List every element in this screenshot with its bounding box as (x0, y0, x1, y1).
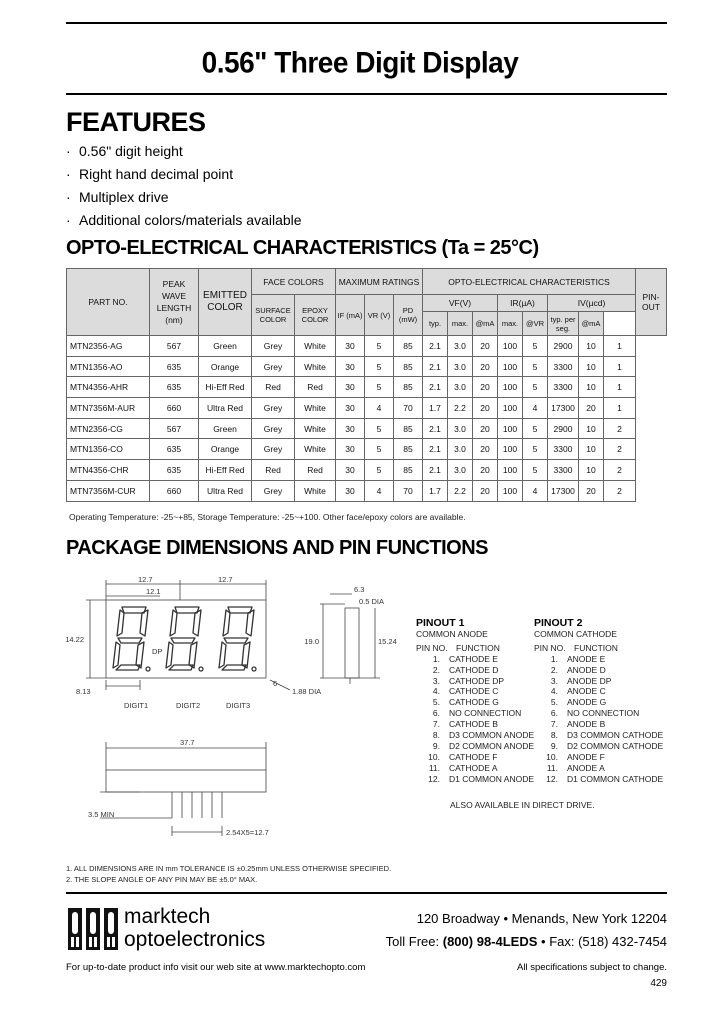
pin-number: 12. (546, 773, 558, 784)
spec-cell: 660 (150, 480, 199, 501)
pin-function: D1 COMMON CATHODE (567, 773, 664, 784)
th-if: IF (mA) (336, 295, 365, 336)
feature-item: · Multiplex drive (66, 186, 302, 209)
spec-cell: 17300 (548, 480, 579, 501)
dim-t1: 6.3 (354, 585, 365, 594)
pin-function: D2 COMMON ANODE (449, 740, 535, 751)
spec-cell: Ultra Red (199, 480, 252, 501)
spec-cell: 30 (336, 418, 365, 439)
pinout1-row (416, 686, 534, 697)
th-opto-char: OPTO-ELECTRICAL CHARACTERISTICS (423, 269, 636, 295)
spec-cell: 20 (473, 336, 498, 357)
pin-number: 10. (428, 751, 440, 762)
pin-function: CATHODE DP (449, 675, 505, 686)
operating-note: Operating Temperature: -25~+85, Storage Temperature: -25~+100. Other face/epoxy colors are available. (69, 512, 466, 522)
pin-function: ANODE F (567, 751, 605, 762)
spec-cell: 100 (498, 377, 523, 398)
spec-cell: 5 (523, 418, 548, 439)
spec-cell: 10 (579, 439, 604, 460)
spec-cell: Red (295, 377, 336, 398)
dimension-note-2: 2. THE SLOPE ANGLE OF ANY PIN MAY BE ±5.0° MAX. (66, 875, 258, 884)
spec-cell: 85 (394, 418, 423, 439)
spec-cell: 2 (604, 460, 636, 481)
spec-cell: 30 (336, 460, 365, 481)
feature-item: · Right hand decimal point (66, 163, 302, 186)
pinout2-row (534, 654, 670, 665)
spec-cell: 20 (473, 356, 498, 377)
pinout2-row (534, 719, 670, 730)
pinout1-title: PINOUT 1 (416, 617, 465, 629)
pinout2-col-pin: PIN NO. (534, 642, 566, 653)
pinout2-row (534, 676, 670, 687)
part-number-cell: MTN7356M-CUR (67, 480, 150, 501)
spec-cell: Grey (252, 336, 295, 357)
pinout1-row (416, 774, 534, 785)
part-number-cell: MTN1356-CO (67, 439, 150, 460)
opto-heading: OPTO-ELECTRICAL CHARACTERISTICS (Ta = 25°C) (66, 237, 539, 259)
package-drawing (60, 570, 410, 855)
spec-cell: 30 (336, 356, 365, 377)
spec-cell: 100 (498, 356, 523, 377)
th-ir-max: max. (498, 312, 523, 336)
pinout2-row (534, 741, 670, 752)
pinout2-title: PINOUT 2 (534, 617, 583, 629)
spec-cell: 3.0 (448, 439, 473, 460)
spec-cell: Hi-Eff Red (199, 377, 252, 398)
spec-cell: 1 (604, 398, 636, 419)
spec-cell: 17300 (548, 398, 579, 419)
spec-cell: 2 (604, 480, 636, 501)
dim-h1: 14.22 (65, 635, 84, 644)
spec-cell: Orange (199, 439, 252, 460)
th-pin-out: PIN-OUT (636, 269, 667, 336)
spec-cell: 2 (604, 418, 636, 439)
spec-cell: 100 (498, 460, 523, 481)
spec-cell: 567 (150, 336, 199, 357)
spec-cell: 3.0 (448, 377, 473, 398)
spec-cell: 10 (579, 356, 604, 377)
spec-cell: 1.7 (423, 398, 448, 419)
spec-cell: Red (252, 377, 295, 398)
pinout2-type: COMMON CATHODE (534, 628, 617, 639)
th-vf-typ: typ. (423, 312, 448, 336)
pin-function: ANODE D (567, 664, 606, 675)
th-emitted-color: EMITTED COLOR (199, 269, 252, 336)
spec-cell: 20 (473, 439, 498, 460)
spec-row (67, 418, 667, 439)
spec-cell: 2.1 (423, 336, 448, 357)
pin-function: D1 COMMON ANODE (449, 773, 535, 784)
spec-cell: 100 (498, 398, 523, 419)
part-number-cell: MTN1356-AO (67, 356, 150, 377)
spec-cell: 2900 (548, 336, 579, 357)
spec-cell: White (295, 439, 336, 460)
part-number-cell: MTN7356M-AUR (67, 398, 150, 419)
dim-lead: 3.5 MIN (88, 810, 115, 819)
spec-cell: 10 (579, 460, 604, 481)
pin-number: 9. (432, 740, 440, 751)
spec-cell: 3.0 (448, 356, 473, 377)
company-name-2: optoelectronics (124, 928, 266, 951)
pin-number: 5. (550, 697, 558, 708)
pin-number: 5. (432, 697, 440, 708)
digit3-label: DIGIT3 (226, 701, 251, 710)
pin-function: CATHODE B (449, 719, 498, 730)
pin-number: 6. (550, 708, 558, 719)
spec-cell: 3.0 (448, 336, 473, 357)
pinout-2 (534, 618, 670, 785)
spec-cell: 30 (336, 480, 365, 501)
spec-cell: 1 (604, 356, 636, 377)
pin-function: ANODE DP (567, 675, 612, 686)
pinout1-type: COMMON ANODE (416, 628, 488, 639)
spec-row (67, 356, 667, 377)
spec-table-body (67, 336, 667, 502)
spec-cell: 30 (336, 439, 365, 460)
pinout1-row (416, 697, 534, 708)
pinout1-row (416, 741, 534, 752)
spec-cell: White (295, 398, 336, 419)
spec-row (67, 480, 667, 501)
pinout2-row (534, 752, 670, 763)
spec-cell: 70 (394, 480, 423, 501)
spec-row (67, 398, 667, 419)
spec-row (67, 439, 667, 460)
spec-cell: 1 (604, 336, 636, 357)
dim-total: 37.7 (180, 738, 195, 747)
spec-cell: Green (199, 418, 252, 439)
th-pd: PD (mW) (394, 295, 423, 336)
spec-cell: 5 (365, 439, 394, 460)
spec-cell: 30 (336, 377, 365, 398)
footer-rule (66, 892, 667, 894)
dim-h3: 15.24 (378, 637, 397, 646)
pin-number: 9. (550, 740, 558, 751)
spec-cell: 20 (473, 398, 498, 419)
page-number: 429 (650, 978, 667, 989)
pin-function: D3 COMMON CATHODE (567, 730, 664, 741)
spec-cell: 660 (150, 398, 199, 419)
spec-cell: White (295, 336, 336, 357)
spec-cell: 635 (150, 356, 199, 377)
tollfree-number: (800) 98-4LEDS (442, 934, 538, 949)
pinout2-rows (534, 654, 670, 785)
pinout2-row (534, 774, 670, 785)
pin-number: 2. (432, 664, 440, 675)
spec-cell: 20 (473, 377, 498, 398)
pinout1-col-func: FUNCTION (456, 642, 500, 653)
direct-drive-note: ALSO AVAILABLE IN DIRECT DRIVE. (450, 800, 595, 810)
th-iv-typ: typ. per seg. (548, 312, 579, 336)
display-outline (106, 600, 266, 678)
feature-item: · 0.56" digit height (66, 140, 302, 163)
pin-number: 4. (550, 686, 558, 697)
spec-cell: 20 (473, 460, 498, 481)
spec-cell: 5 (365, 460, 394, 481)
pin-function: CATHODE C (449, 686, 499, 697)
spec-cell: Hi-Eff Red (199, 460, 252, 481)
spec-cell: 1.7 (423, 480, 448, 501)
spec-cell: 3300 (548, 439, 579, 460)
digit-1 (113, 607, 150, 671)
pinout1-row (416, 654, 534, 665)
spec-cell: 3300 (548, 356, 579, 377)
spec-cell: 5 (523, 377, 548, 398)
spec-cell: 10 (579, 336, 604, 357)
pinout2-row (534, 665, 670, 676)
package-heading: PACKAGE DIMENSIONS AND PIN FUNCTIONS (66, 537, 489, 559)
pin-number: 11. (546, 762, 558, 773)
spec-cell: 635 (150, 377, 199, 398)
pin-number: 8. (550, 730, 558, 741)
pin-function: ANODE C (567, 686, 606, 697)
spec-cell: 10 (579, 418, 604, 439)
spec-cell: 2.1 (423, 377, 448, 398)
spec-cell: 5 (365, 418, 394, 439)
pin-function: ANODE B (567, 719, 606, 730)
th-vf-max: max. (448, 312, 473, 336)
pinout1-row (416, 763, 534, 774)
pinout2-row (534, 708, 670, 719)
spec-cell: Grey (252, 356, 295, 377)
spec-cell: 5 (365, 356, 394, 377)
th-peak-wave: PEAK WAVE LENGTH (nm) (150, 269, 199, 336)
title-rule (66, 93, 667, 95)
part-number-cell: MTN4356-AHR (67, 377, 150, 398)
spec-cell: Grey (252, 398, 295, 419)
spec-cell: 85 (394, 377, 423, 398)
pin-number: 7. (550, 719, 558, 730)
page-title: 0.56" Three Digit Display (201, 46, 519, 79)
spec-cell: 2.1 (423, 418, 448, 439)
dimension-note-1: 1. ALL DIMENSIONS ARE IN mm TOLERANCE IS ±0.25mm UNLESS OTHERWISE SPECIFIED. (66, 864, 392, 873)
spec-cell: 20 (579, 398, 604, 419)
pinout-1 (416, 618, 534, 785)
pin-number: 3. (432, 675, 440, 686)
th-vf: VF(V) (423, 295, 498, 312)
spec-cell: 85 (394, 336, 423, 357)
pin-function: CATHODE F (449, 751, 498, 762)
spec-cell: 100 (498, 418, 523, 439)
pin-function: CATHODE E (449, 653, 498, 664)
spec-cell: 2.2 (448, 480, 473, 501)
spec-cell: 5 (523, 356, 548, 377)
pinout2-row (534, 686, 670, 697)
th-vf-ma: @mA (473, 312, 498, 336)
pin-number: 10. (546, 751, 558, 762)
spec-cell: 4 (365, 480, 394, 501)
features-heading: FEATURES (66, 107, 206, 137)
spec-row (67, 336, 667, 357)
spec-cell: 5 (523, 439, 548, 460)
pin-number: 7. (432, 719, 440, 730)
pinout2-row (534, 697, 670, 708)
pinout1-col-pin: PIN NO. (416, 642, 448, 653)
spec-cell: Ultra Red (199, 398, 252, 419)
spec-cell: 100 (498, 439, 523, 460)
company-logo (66, 906, 306, 952)
side-view (345, 608, 359, 678)
th-part-no: PART NO. (67, 269, 150, 336)
pin-function: CATHODE G (449, 697, 499, 708)
spec-cell: 3.0 (448, 418, 473, 439)
pin-number: 6. (432, 708, 440, 719)
pin-function: ANODE G (567, 697, 607, 708)
spec-cell: 20 (579, 480, 604, 501)
spec-cell: 30 (336, 398, 365, 419)
label-dp: DP (152, 647, 163, 656)
spec-cell: White (295, 480, 336, 501)
pin-function: CATHODE A (449, 762, 498, 773)
th-epoxy-color: EPOXY COLOR (295, 295, 336, 336)
spec-cell: 5 (365, 336, 394, 357)
contact-line (386, 934, 667, 949)
features-list (66, 140, 302, 232)
spec-cell: White (295, 418, 336, 439)
spec-cell: 2.2 (448, 398, 473, 419)
pinout1-row (416, 708, 534, 719)
th-face-colors: FACE COLORS (252, 269, 336, 295)
website-note: For up-to-date product info visit our web site at www.marktechopto.com (66, 962, 366, 973)
spec-cell: 4 (365, 398, 394, 419)
pin-function: NO CONNECTION (567, 708, 640, 719)
pinout2-col-func: FUNCTION (574, 642, 618, 653)
spec-cell: 635 (150, 460, 199, 481)
dim-pitch: 8.13 (76, 687, 91, 696)
digit2-label: DIGIT2 (176, 701, 201, 710)
dim-w2: 12.7 (218, 575, 233, 584)
spec-cell: 20 (473, 418, 498, 439)
spec-cell: 3300 (548, 460, 579, 481)
top-rule (66, 22, 667, 24)
pin-function: D3 COMMON ANODE (449, 730, 535, 741)
tollfree-label: Toll Free: (385, 934, 440, 949)
spec-cell: 2 (604, 439, 636, 460)
spec-cell: 85 (394, 356, 423, 377)
spec-row (67, 460, 667, 481)
pin-function: CATHODE D (449, 664, 499, 675)
spec-cell: Red (295, 460, 336, 481)
spec-cell: 3300 (548, 377, 579, 398)
feature-item: · Additional colors/materials available (66, 209, 302, 232)
pin-function: D2 COMMON CATHODE (567, 740, 664, 751)
pin-number: 12. (428, 773, 440, 784)
spec-cell: 5 (523, 336, 548, 357)
dim-d1: 12.1 (146, 587, 161, 596)
th-iv-ma: @mA (579, 312, 604, 336)
pinout1-row (416, 676, 534, 687)
spec-cell: 5 (523, 460, 548, 481)
spec-cell: 2900 (548, 418, 579, 439)
digit-3 (219, 607, 256, 671)
spec-table (66, 268, 667, 502)
th-iv: IV(µcd) (548, 295, 636, 312)
spec-cell: Red (252, 460, 295, 481)
spec-cell: Orange (199, 356, 252, 377)
pin-function: NO CONNECTION (449, 708, 522, 719)
company-name-1: marktech (124, 905, 211, 928)
pinout1-rows (416, 654, 534, 785)
spec-cell: Grey (252, 480, 295, 501)
pin-number: 4. (432, 686, 440, 697)
pinout1-row (416, 719, 534, 730)
th-vr: VR (V) (365, 295, 394, 336)
th-ir: IR(µA) (498, 295, 548, 312)
pin-number: 2. (550, 664, 558, 675)
spec-cell: 567 (150, 418, 199, 439)
spec-cell: White (295, 356, 336, 377)
dim-h2: 19.0 (304, 637, 319, 646)
spec-cell: 30 (336, 336, 365, 357)
th-ir-vr: @VR (523, 312, 548, 336)
spec-cell: 85 (394, 439, 423, 460)
spec-cell: Grey (252, 439, 295, 460)
spec-cell: 3.0 (448, 460, 473, 481)
spec-cell: 100 (498, 480, 523, 501)
pinout2-row (534, 730, 670, 741)
pinout1-row (416, 730, 534, 741)
spec-cell: 1 (604, 377, 636, 398)
spec-cell: 635 (150, 439, 199, 460)
pin-number: 11. (428, 762, 440, 773)
address: 120 Broadway • Menands, New York 12204 (416, 911, 667, 926)
part-number-cell: MTN2356-CG (67, 418, 150, 439)
spec-cell: Grey (252, 418, 295, 439)
spec-cell: 20 (473, 480, 498, 501)
th-surface-color: SURFACE COLOR (252, 295, 295, 336)
dim-t2: 0.5 DIA (359, 597, 385, 606)
pin-number: 6 (273, 679, 278, 688)
spec-row (67, 377, 667, 398)
digit1-label: DIGIT1 (124, 701, 149, 710)
fax-number: • Fax: (518) 432-7454 (541, 934, 667, 949)
pin-function: ANODE E (567, 653, 606, 664)
spec-cell: 5 (365, 377, 394, 398)
pinout1-row (416, 665, 534, 676)
pin-number: 1. (432, 653, 440, 664)
disclaimer: All specifications subject to change. (517, 962, 667, 973)
spec-cell: 2.1 (423, 356, 448, 377)
pinout1-row (416, 752, 534, 763)
spec-cell: 10 (579, 377, 604, 398)
pin-number: 1. (550, 653, 558, 664)
spec-cell: Green (199, 336, 252, 357)
th-max-ratings: MAXIMUM RATINGS (336, 269, 423, 295)
pin-number: 8. (432, 730, 440, 741)
logo-emblem (66, 906, 122, 952)
digit-2 (166, 607, 203, 671)
dim-w1: 12.7 (138, 575, 153, 584)
dim-pins: 2.54X5=12.7 (226, 828, 269, 837)
pin-number: 3. (550, 675, 558, 686)
spec-cell: 2.1 (423, 460, 448, 481)
dim-pin-dia: 1.88 DIA (292, 687, 322, 696)
spec-cell: 85 (394, 460, 423, 481)
part-number-cell: MTN2356-AG (67, 336, 150, 357)
spec-cell: 4 (523, 398, 548, 419)
part-number-cell: MTN4356-CHR (67, 460, 150, 481)
spec-cell: 100 (498, 336, 523, 357)
spec-cell: 70 (394, 398, 423, 419)
spec-cell: 2.1 (423, 439, 448, 460)
pin-function: ANODE A (567, 762, 605, 773)
bottom-view (106, 770, 266, 792)
spec-cell: 4 (523, 480, 548, 501)
pinout2-row (534, 763, 670, 774)
